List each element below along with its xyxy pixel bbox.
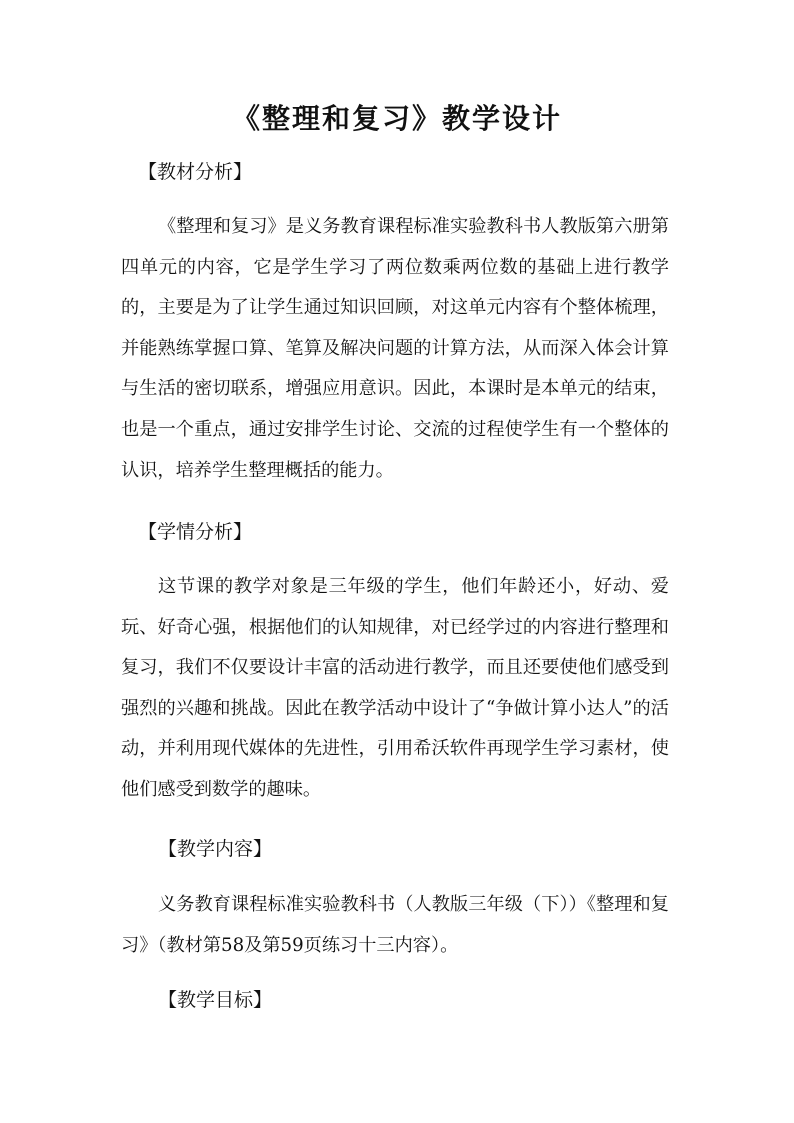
section-heading-textbook-analysis: 【教材分析】 — [138, 161, 253, 183]
section-heading-teaching-content: 【教学内容】 — [158, 838, 273, 860]
paragraph-textbook-analysis: 《整理和复习》是义务教育课程标准实验教科书人教版第六册第四单元的内容，它是学生学习了两位数乘两位数的基础上进行教学的，主要是为了让学生通过知识回顾，对这单元内容有个整体梳理，并能熟练掌握口算、笔算及解决问题的计算方法，从而深入体会计算与生活的密切联系，增强应用意识。因此，本课时是本单元的结束，也是一个重点，通过安排学生讨论、交流的过程使学生有一个整体的认识，培养学生整理概括的能力。 — [121, 216, 669, 481]
section-heading-student-analysis: 【学情分析】 — [138, 521, 253, 543]
paragraph-student-analysis: 这节课的教学对象是三年级的学生，他们年龄还小，好动、爱玩、好奇心强，根据他们的认知规律，对已经学过的内容进行整理和复习，我们不仅要设计丰富的活动进行教学，而且还要使他们感受到强烈的兴趣和挑战。因此在教学活动中设计了“争做计算小达人”的活动，并利用现代媒体的先进性，引用希沃软件再现学生学习素材，使他们感受到数学的趣味。 — [121, 576, 669, 800]
section-heading-teaching-objectives: 【教学目标】 — [158, 989, 273, 1011]
document-title: 《整理和复习》教学设计 — [231, 102, 562, 135]
paragraph-teaching-content: 义务教育课程标准实验教科书（人教版三年级（下））《整理和复习》（教材第58及第59页练习十三内容）。 — [121, 894, 669, 956]
